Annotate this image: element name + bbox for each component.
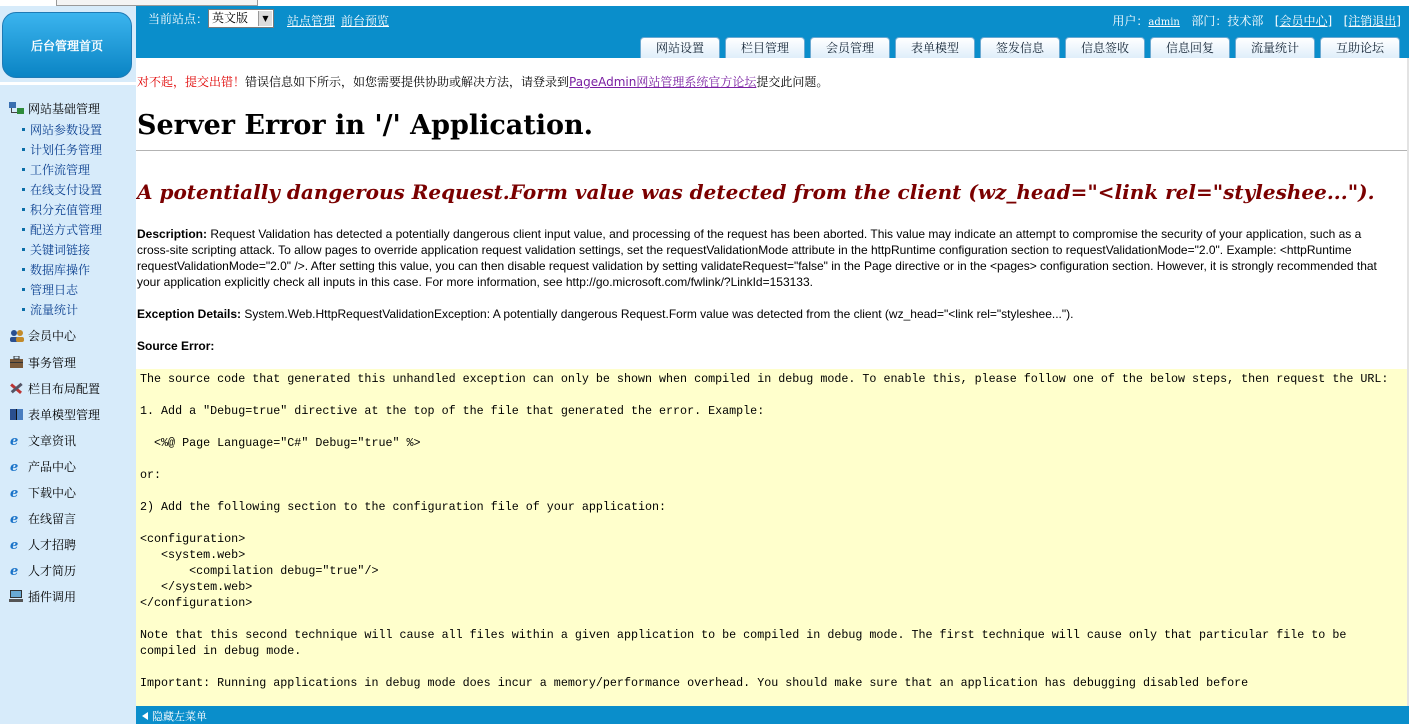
- department-label: 部门：技术部: [1191, 14, 1264, 28]
- error-notice-text: 错误信息如下所示，如您需要提供协助或解决方法，请登录到: [245, 75, 570, 89]
- exception-details-text: System.Web.HttpRequestValidationException: A potentially dangerous Request.Form value was detected from the client (wz_head="<link rel="styleshee...").: [241, 307, 1074, 321]
- briefcase-icon: [9, 356, 25, 369]
- ie-icon: [9, 564, 25, 577]
- bullet-icon: [22, 248, 25, 251]
- ie-icon: [9, 512, 25, 525]
- bullet-icon: [22, 168, 25, 171]
- hide-left-menu-button[interactable]: [142, 708, 207, 724]
- sidebar-group-label: 栏目布局配置: [28, 382, 101, 396]
- sidebar-group-recruitment[interactable]: [9, 536, 76, 553]
- error-notice-red: 对不起，提交出错！: [137, 75, 246, 89]
- sidebar-item-label: 工作流管理: [30, 163, 91, 177]
- bottom-bar: [136, 706, 1409, 724]
- sidebar-item-label: 计划任务管理: [30, 143, 103, 157]
- exception-details: [137, 306, 1397, 322]
- header-bar: [136, 6, 1409, 58]
- sidebar-item-label: 网站参数设置: [30, 123, 103, 137]
- sidebar-group-label: 人才招聘: [28, 538, 77, 552]
- sidebar-group-resumes[interactable]: [9, 562, 76, 579]
- sidebar-group-plugins[interactable]: [9, 588, 76, 605]
- top-tabs: [640, 37, 1405, 58]
- sidebar-group-products[interactable]: [9, 458, 76, 475]
- sidebar-group-member-center[interactable]: [9, 327, 76, 344]
- svg-text:e: e: [10, 538, 19, 551]
- sidebar-group-downloads[interactable]: [9, 484, 76, 501]
- sidebar-item-scheduled-tasks[interactable]: [22, 141, 102, 158]
- svg-text:e: e: [10, 512, 19, 525]
- sidebar-group-label: 会员中心: [28, 329, 77, 343]
- sidebar-item-keyword-links[interactable]: [22, 241, 90, 258]
- sidebar-item-label: 流量统计: [30, 303, 79, 317]
- ie-icon: [9, 486, 25, 499]
- sidebar-item-database[interactable]: [22, 261, 90, 278]
- description-text: Request Validation has detected a potentially dangerous client input value, and processing of the request has been aborted. This value may indicate an attempt to compromise the security of your application, such as a cross-site scripting attack. To allow pages to override application request validation settings, set the requestValidationMode attribute in the httpRuntime configuration section to requestValidationMode="2.0". Example: <httpRuntime requestValidationMode="2.0" />. After setting this value, you can then disable request validation by setting validateRequest="false" in the Page directive or in the <pages> configuration section. However, it is strongly recommended that your application explicitly check all inputs in this case. For more information, see http://go.microsoft.com/fwlink/?LinkId=153133.: [137, 227, 1377, 289]
- sidebar-group-label: 表单模型管理: [28, 408, 101, 422]
- sidebar-item-label: 积分充值管理: [30, 203, 103, 217]
- chevron-down-icon[interactable]: ▼: [258, 11, 272, 26]
- site-select[interactable]: [208, 9, 274, 28]
- sidebar-group-label: 产品中心: [28, 460, 77, 474]
- tab-traffic-stats[interactable]: 流量统计: [1235, 37, 1315, 58]
- front-preview-link[interactable]: 前台预览: [341, 14, 390, 28]
- sidebar: [0, 6, 136, 724]
- sidebar-item-label: 在线支付设置: [30, 183, 103, 197]
- tab-info-reply[interactable]: 信息回复: [1150, 37, 1230, 58]
- tools-icon: [9, 382, 25, 395]
- tab-forum[interactable]: 互助论坛: [1320, 37, 1400, 58]
- sidebar-group-label: 插件调用: [28, 590, 77, 604]
- user-name-link[interactable]: admin: [1148, 17, 1180, 28]
- exception-title: A potentially dangerous Request.Form value was detected from the client (wz_head="<link rel="styleshee...").: [137, 180, 1375, 204]
- logout-link[interactable]: [注销退出]: [1343, 14, 1401, 28]
- sidebar-item-admin-log[interactable]: [22, 281, 78, 298]
- bullet-icon: [22, 128, 25, 131]
- tab-info-receipt[interactable]: 信息签收: [1065, 37, 1145, 58]
- sidebar-item-label: 关键词链接: [30, 243, 91, 257]
- site-management-link[interactable]: 站点管理: [287, 14, 336, 28]
- sidebar-item-points-recharge[interactable]: [22, 201, 102, 218]
- sidebar-item-traffic-stats[interactable]: [22, 301, 78, 318]
- sidebar-group-layout-config[interactable]: [9, 380, 100, 397]
- error-notice: [137, 73, 828, 90]
- bullet-icon: [22, 208, 25, 211]
- sidebar-item-site-params[interactable]: [22, 121, 102, 138]
- svg-text:e: e: [10, 460, 19, 473]
- exception-details-label: Exception Details:: [137, 307, 242, 321]
- site-select-value: 英文版: [212, 11, 249, 25]
- source-error-block: [136, 369, 1409, 706]
- sidebar-group-label: 下载中心: [28, 486, 77, 500]
- sidebar-item-workflow[interactable]: [22, 161, 90, 178]
- sidebar-group-form-model[interactable]: [9, 406, 100, 423]
- sidebar-divider: [0, 82, 136, 85]
- bullet-icon: [22, 268, 25, 271]
- ie-icon: [9, 538, 25, 551]
- user-area: [1112, 12, 1401, 29]
- sidebar-group-label: 网站基础管理: [28, 102, 101, 116]
- book-icon: [9, 408, 25, 421]
- triangle-left-icon: [142, 712, 148, 720]
- bullet-icon: [22, 228, 25, 231]
- tab-site-settings[interactable]: 网站设置: [640, 37, 720, 58]
- description: [137, 226, 1392, 290]
- svg-text:e: e: [10, 564, 19, 577]
- svg-text:e: e: [10, 486, 19, 499]
- source-error-text: The source code that generated this unhandled exception can only be shown when compiled in debug mode. To enable this, please follow one of the below steps, then request the URL: 1. Add a "Debug=true" directive at the top of the file that generated the error. Example: <%@ Page Language="C#" Debug="true" %> or: 2) Add the following section to the configuration file of your application: <configuration> <system.web> <compilation debug="true"/> </system.web> </configuration> Note that this second technique will cause all files within a given application to be compiled in debug mode. The first technique will cause only that particular file to be compiled in debug mode. Important: Running applications in debug mode does incur a memory/performance overhead. You should make sure that an application has debugging disabled before: [140, 372, 1389, 690]
- tree-icon: [9, 102, 25, 115]
- sidebar-group-guestbook[interactable]: [9, 510, 76, 527]
- admin-home-button[interactable]: 后台管理首页: [2, 12, 132, 78]
- error-notice-end: 提交此问题。: [756, 75, 829, 89]
- sidebar-item-label: 数据库操作: [30, 263, 91, 277]
- bullet-icon: [22, 188, 25, 191]
- ie-icon: [9, 460, 25, 473]
- page-title: Server Error in '/' Application.: [137, 110, 594, 141]
- tab-column-management[interactable]: 栏目管理: [725, 37, 805, 58]
- users-icon: [9, 329, 25, 342]
- bullet-icon: [22, 288, 25, 291]
- divider: [136, 150, 1409, 151]
- site-label: 当前站点：: [148, 12, 209, 26]
- tab-issue-info[interactable]: 签发信息: [980, 37, 1060, 58]
- tab-member-management[interactable]: 会员管理: [810, 37, 890, 58]
- forum-link[interactable]: PageAdmin网站管理系统官方论坛: [569, 75, 757, 89]
- sidebar-item-online-payment[interactable]: [22, 181, 102, 198]
- sidebar-group-label: 文章资讯: [28, 434, 77, 448]
- svg-text:e: e: [10, 434, 19, 447]
- ie-icon: [9, 434, 25, 447]
- sidebar-group-label: 事务管理: [28, 356, 77, 370]
- bullet-icon: [22, 148, 25, 151]
- sidebar-group-label: 在线留言: [28, 512, 77, 526]
- source-error-label: Source Error:: [137, 339, 215, 353]
- description-label: Description:: [137, 227, 208, 241]
- main-content: [136, 58, 1409, 706]
- sidebar-group-label: 人才简历: [28, 564, 77, 578]
- hide-menu-label: 隐藏左菜单: [152, 710, 207, 723]
- sidebar-item-delivery-methods[interactable]: [22, 221, 102, 238]
- tab-form-model[interactable]: 表单模型: [895, 37, 975, 58]
- sidebar-group-articles[interactable]: [9, 432, 76, 449]
- bullet-icon: [22, 308, 25, 311]
- user-label: 用户：: [1112, 14, 1149, 28]
- sidebar-group-basic[interactable]: [9, 100, 100, 117]
- sidebar-item-label: 配送方式管理: [30, 223, 103, 237]
- computer-icon: [9, 590, 25, 603]
- sidebar-group-affairs[interactable]: [9, 354, 76, 371]
- member-center-link[interactable]: [会员中心]: [1274, 14, 1333, 28]
- sidebar-item-label: 管理日志: [30, 283, 79, 297]
